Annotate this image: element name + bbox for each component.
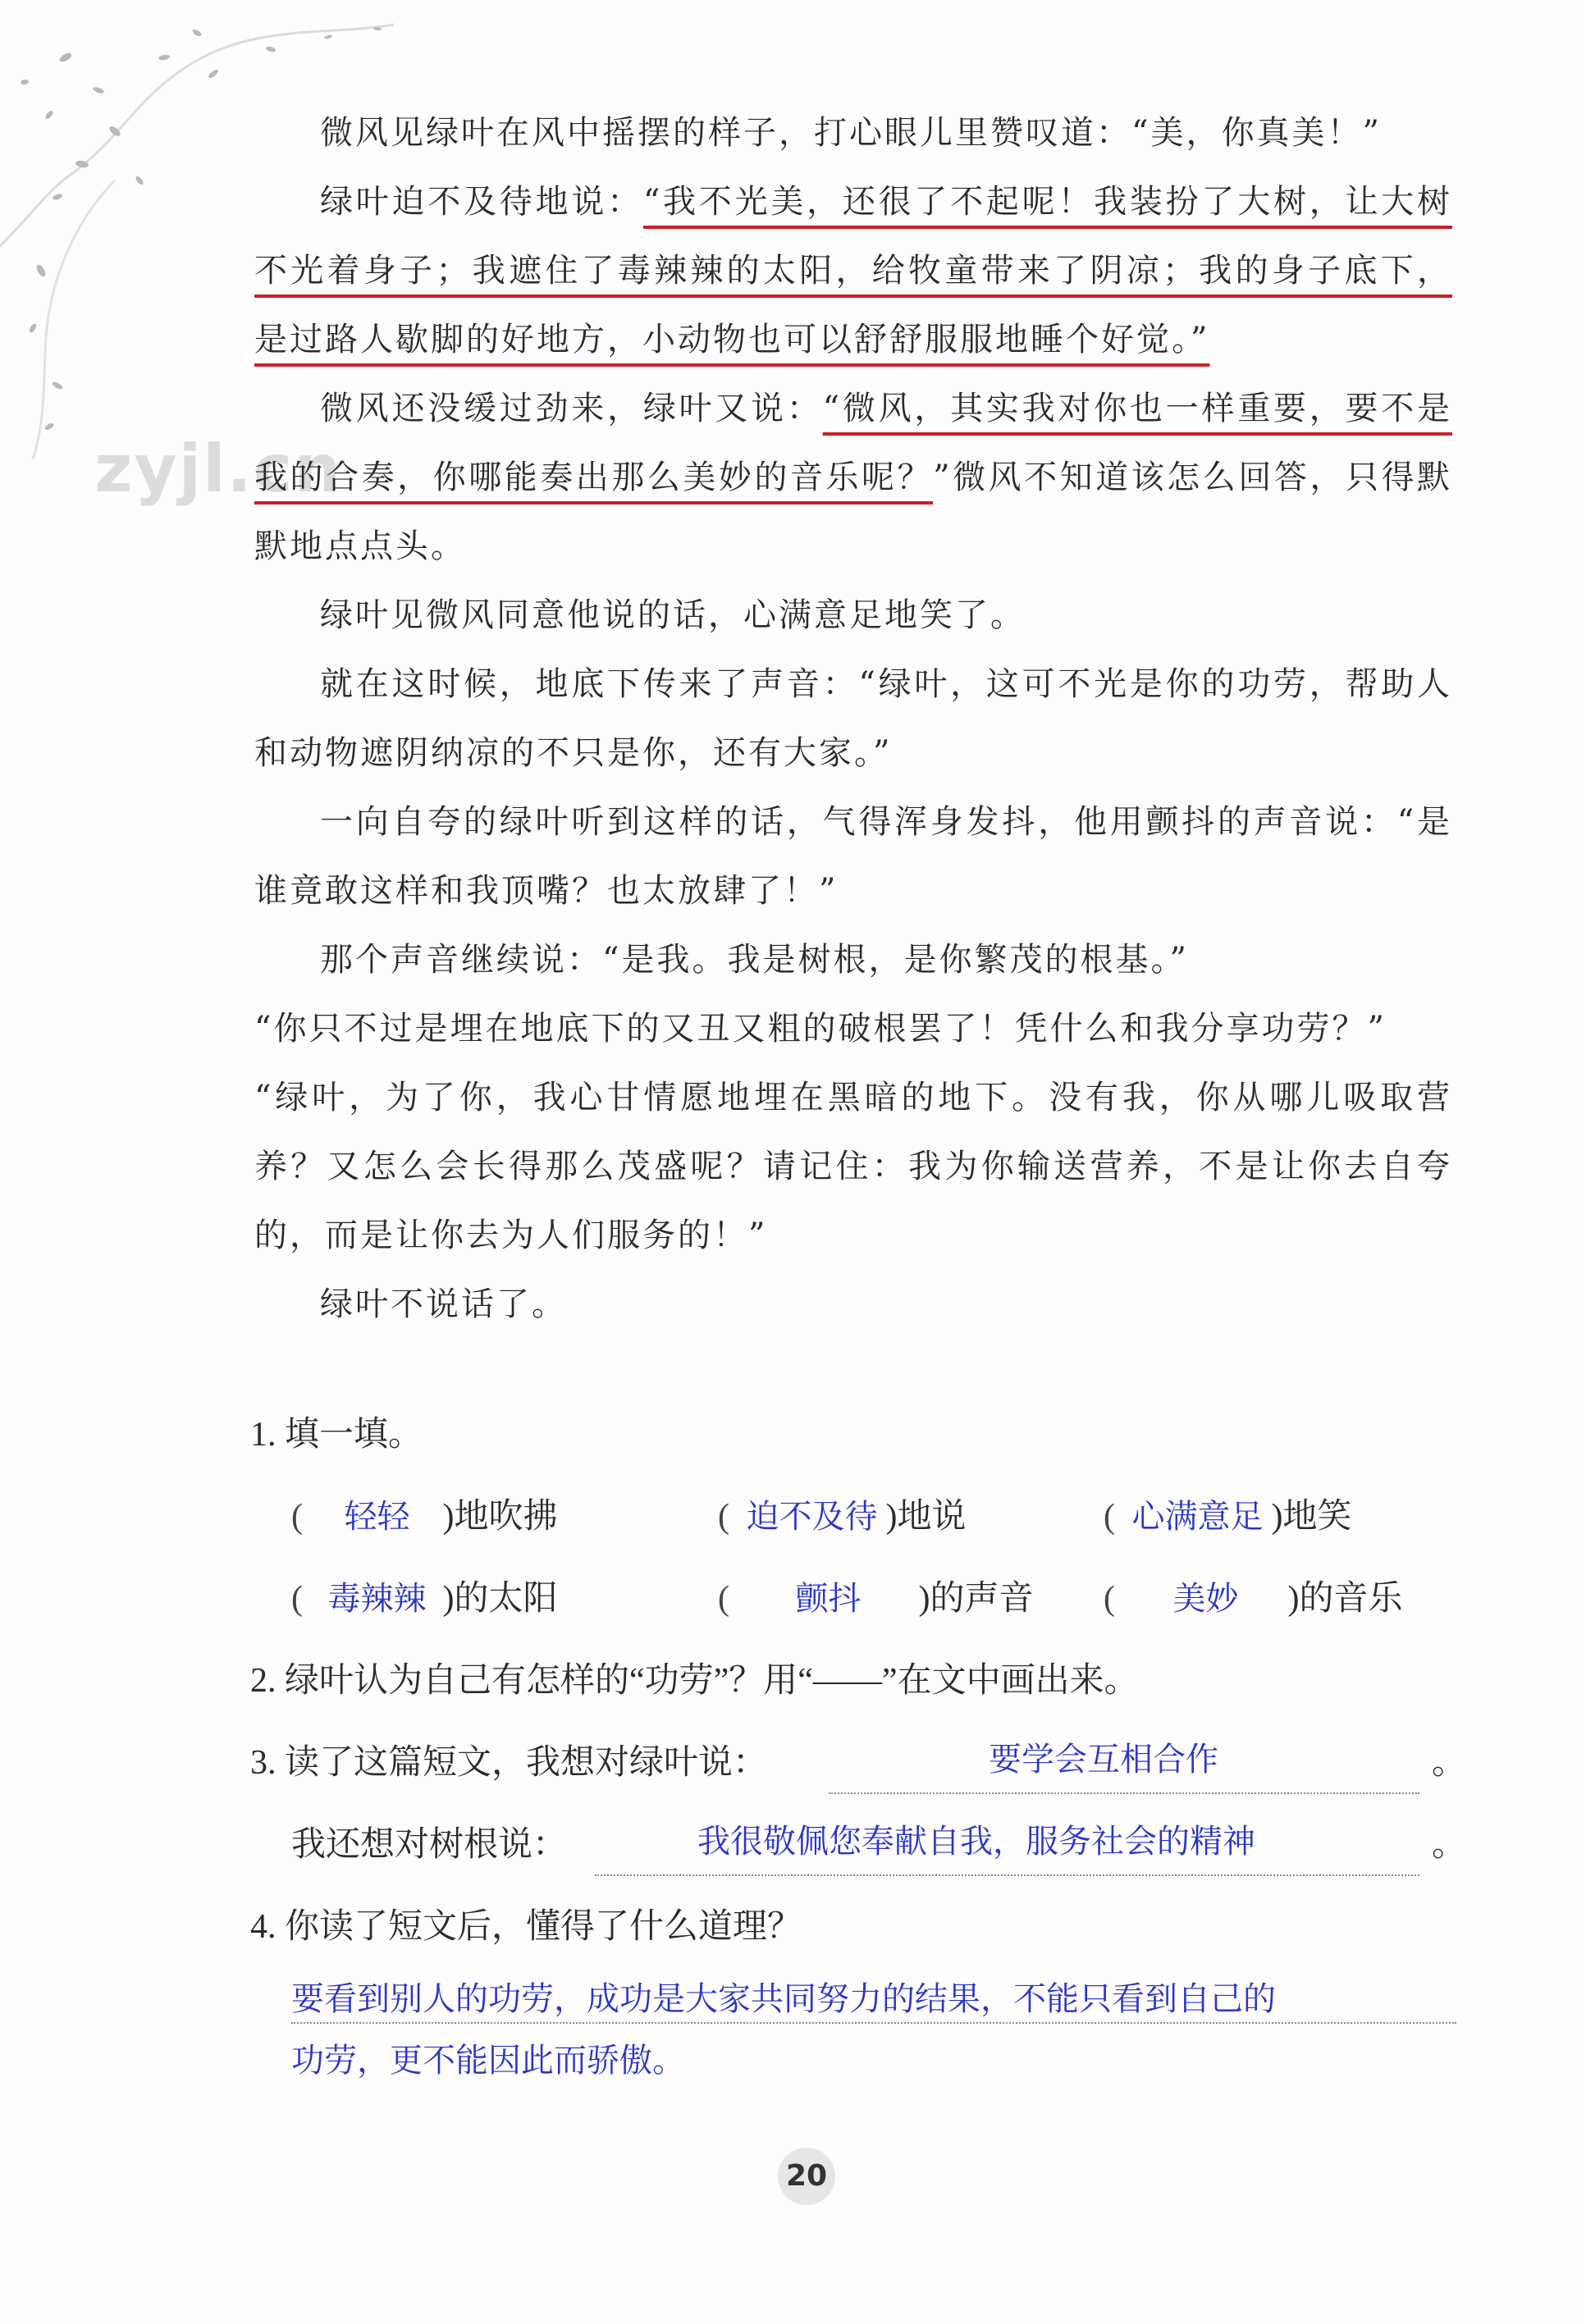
question-1-title: 1. 填一填。 xyxy=(250,1416,423,1454)
page-number: 20 xyxy=(778,2148,835,2205)
fill-item xyxy=(718,1571,1034,1620)
paragraph-text: 绿叶见微风同意他说的话，心满意足地笑了。 xyxy=(320,596,1026,634)
fill-suffix: )的太阳 xyxy=(442,1580,558,1618)
paragraph-text: 就在这时候，地底下传来了声音：“绿叶，这可不光是你的功劳，帮助人和动物遮阴纳凉的不只是你，还有大家。” xyxy=(254,665,1452,772)
paragraph-text: “绿叶，为了你，我心甘情愿地埋在黑暗的地下。没有我，你从哪儿吸取营养？又怎么会长得那么茂盛呢？请记住：我为你输送营养，不是让你去自夸的，而是让你去为人们服务的！” xyxy=(254,1079,1452,1254)
fill-answer[interactable]: 轻轻 xyxy=(344,1498,410,1536)
fill-answer[interactable]: 心满意足 xyxy=(1131,1498,1264,1536)
paragraph-1 xyxy=(254,98,1452,167)
paragraph-5 xyxy=(254,650,1452,788)
paragraph-9 xyxy=(254,1063,1452,1270)
answer-to-root[interactable]: 我很敬佩您奉献自我，服务社会的精神 xyxy=(697,1823,1255,1861)
paragraph-8 xyxy=(254,994,1452,1063)
answer-q4-line-1[interactable]: 要看到别人的功劳，成功是大家共同努力的结果，不能只看到自己的 xyxy=(291,1980,1276,2018)
paragraph-text: 绿叶不说话了。 xyxy=(320,1285,567,1323)
fill-suffix: )的音乐 xyxy=(1287,1580,1403,1618)
answer-blank-line xyxy=(595,1874,1419,1876)
fill-suffix: )地笑 xyxy=(1271,1498,1352,1536)
fill-item xyxy=(291,1571,558,1620)
fill-item xyxy=(1104,1489,1352,1538)
reading-passage xyxy=(254,98,1452,1339)
fill-suffix: )的声音 xyxy=(918,1580,1034,1618)
paragraph-4 xyxy=(254,581,1452,650)
fill-item xyxy=(718,1489,967,1538)
fill-answer[interactable]: 美妙 xyxy=(1172,1580,1239,1618)
paragraph-text: ”微风不知道该怎么回答，只得默默地点点头。 xyxy=(254,459,1453,565)
open-paren: ( xyxy=(291,1498,303,1536)
paragraph-7 xyxy=(254,925,1452,994)
watermark: zyjl.cn xyxy=(94,431,343,507)
paragraph-10 xyxy=(254,1270,1452,1339)
paragraph-text: 那个声音继续说：“是我。我是树根，是你繁茂的根基。” xyxy=(320,941,1189,979)
answer-blank-line xyxy=(291,2022,1456,2024)
paragraph-text: “你只不过是埋在地底下的又丑又粗的破根罢了！凭什么和我分享功劳？” xyxy=(254,1010,1387,1048)
paragraph-text: 一向自夸的绿叶听到这样的话，气得浑身发抖，他用颤抖的声音说：“是谁竟敢这样和我顶嘴？也太放肆了！” xyxy=(254,803,1452,910)
paragraph-6 xyxy=(254,788,1452,925)
underlined-merit-text: “微风，其实我对你也一样重要，要不是我的合奏，你哪能奏出那么美妙的音乐呢？ xyxy=(254,390,1453,496)
paragraph-3 xyxy=(254,374,1452,581)
answer-to-leaf[interactable]: 要学会互相合作 xyxy=(989,1741,1218,1778)
fill-answer[interactable]: 毒辣辣 xyxy=(327,1580,427,1618)
paragraph-2 xyxy=(254,167,1452,374)
end-mark: 。 xyxy=(1432,1744,1467,1782)
answer-blank-line xyxy=(829,1792,1419,1794)
question-4-title: 4. 你读了短文后，懂得了什么道理？ xyxy=(250,1908,802,1946)
open-paren: ( xyxy=(291,1580,303,1618)
question-3-prompt-root: 我还想对树根说： xyxy=(291,1826,568,1864)
answer-q4-line-2[interactable]: 功劳，更不能因此而骄傲。 xyxy=(291,2042,685,2080)
fill-answer[interactable]: 迫不及待 xyxy=(746,1498,878,1536)
fill-item xyxy=(291,1489,558,1538)
open-paren: ( xyxy=(718,1580,729,1618)
fill-suffix: )地吹拂 xyxy=(442,1498,558,1536)
end-mark: 。 xyxy=(1432,1826,1467,1864)
underlined-merit-text: “我不光美，还很了不起呢！我装扮了大树，让大树不光着身子；我遮住了毒辣辣的太阳，给牧童带来了阴凉；我的身子底下，是过路人歇脚的好地方，小动物也可以舒舒服服地睡个好觉。” xyxy=(254,183,1453,358)
question-2-title: 2. 绿叶认为自己有怎样的“功劳”？用“——”在文中画出来。 xyxy=(250,1662,1139,1700)
fill-item xyxy=(1104,1571,1403,1620)
open-paren: ( xyxy=(1104,1580,1115,1618)
fill-suffix: )地说 xyxy=(885,1498,967,1536)
open-paren: ( xyxy=(1104,1498,1115,1536)
paragraph-text: 微风还没缓过劲来，绿叶又说： xyxy=(320,390,823,427)
fill-answer[interactable]: 颤抖 xyxy=(795,1580,862,1618)
question-3-prompt-leaf: 3. 读了这篇短文，我想对绿叶说： xyxy=(250,1744,768,1782)
open-paren: ( xyxy=(718,1498,729,1536)
paragraph-text: 微风见绿叶在风中摇摆的样子，打心眼儿里赞叹道：“美，你真美！” xyxy=(320,114,1382,152)
paragraph-text: 绿叶迫不及待地说： xyxy=(320,183,643,221)
